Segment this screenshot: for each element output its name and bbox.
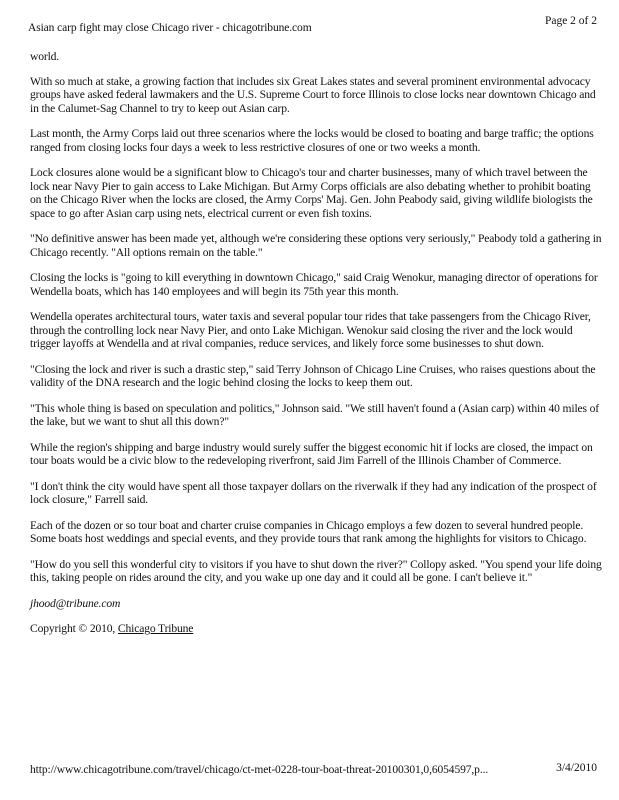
page-number: Page 2 of 2: [544, 15, 597, 27]
paragraph-9: "This whole thing is based on speculation and politics," Johnson said. "We still haven't found a (Asian carp) within 40 miles of the lake, but we want to shut all this down?": [30, 401, 599, 428]
page-header-title: Asian carp fight may close Chicago river - chicagotribune.com: [28, 22, 312, 34]
footer-date: 3/4/2010: [556, 762, 597, 774]
copyright-prefix: Copyright © 2010,: [30, 622, 116, 635]
paragraph-2: With so much at stake, a growing faction that includes six Great Lakes states and several prominent environmental advocacy groups have asked federal lawmakers and the U.S. Supreme Court to force Illinois to close locks near downtown Chicago and in the Calumet-Sag Channel to try to keep out Asian carp.: [30, 74, 596, 115]
paragraph-12: Each of the dozen or so tour boat and charter cruise companies in Chicago employs a few dozen to several hundred people. Some boats host weddings and special events, and they provide tours that rank among the highlights for visitors to Chicago.: [30, 518, 587, 545]
author-email[interactable]: jhood@tribune.com: [30, 596, 121, 610]
copyright-brand-link[interactable]: Chicago Tribune: [117, 622, 194, 635]
article-body: [30, 50, 602, 648]
paragraph-11: "I don't think the city would have spent all those taxpayer dollars on the riverwalk if they had any indication of the prospect of lock closure," Farrell said.: [30, 479, 597, 506]
paragraph-7: Wendella operates architectural tours, water taxis and several popular tour rides that take passengers from the Chicago River, through the controlling lock near Navy Pier, and onto Lake Michigan. Wenokur said closing the river and the lock would trigger layoffs at Wendella and at rival companies, reduce services, and likely force some businesses to shut down.: [30, 310, 591, 350]
footer-url[interactable]: http://www.chicagotribune.com/travel/chicago/ct-met-0228-tour-boat-threat-20100301,0,6054597,p...: [30, 764, 489, 776]
paragraph-1: world.: [30, 50, 60, 63]
paragraph-5: "No definitive answer has been made yet, although we're considering these options very seriously," Peabody told a gathering in Chicago recently. "All options remain on the table.": [30, 232, 602, 259]
paragraph-6: Closing the locks is "going to kill everything in downtown Chicago," said Craig Wenokur, managing director of operations for Wendella boats, which has 140 employees and will begin its 75th year this month.: [30, 271, 598, 298]
paragraph-3: Last month, the Army Corps laid out three scenarios where the locks would be closed to boating and barge traffic; the options ranged from closing locks four days a week to less restrictive closures of one or two weeks a month.: [30, 127, 594, 154]
copyright-line: [30, 622, 602, 636]
paragraph-10: While the region's shipping and barge industry would surely suffer the biggest economic hit if locks are closed, the impact on tour boats would be a civic blow to the redeveloping riverfront, said Jim Farrell of the Illinois Chamber of Commerce.: [30, 440, 593, 467]
paragraph-8: "Closing the lock and river is such a drastic step," said Terry Johnson of Chicago Line Cruises, who raises questions about the validity of the DNA research and the logic behind closing the locks to keep them out.: [30, 362, 596, 389]
paragraph-4: Lock closures alone would be a significant blow to Chicago's tour and charter businesses, many of which travel between the lock near Navy Pier to gain access to Lake Michigan. But Army Corps officials are also debating whether to prohibit boating on the Chicago River when the locks are closed, the Army Corps' Maj. Gen. John Peabody said, giving wildlife biologists the space to go after Asian carp using nets, electrical current or even fish toxins.: [30, 166, 593, 220]
paragraph-13: "How do you sell this wonderful city to visitors if you have to shut down the river?" Collopy asked. "You spend your life doing this, taking people on rides around the city, and you wake up one day and it could all be gone. I can't believe it.": [30, 557, 602, 584]
